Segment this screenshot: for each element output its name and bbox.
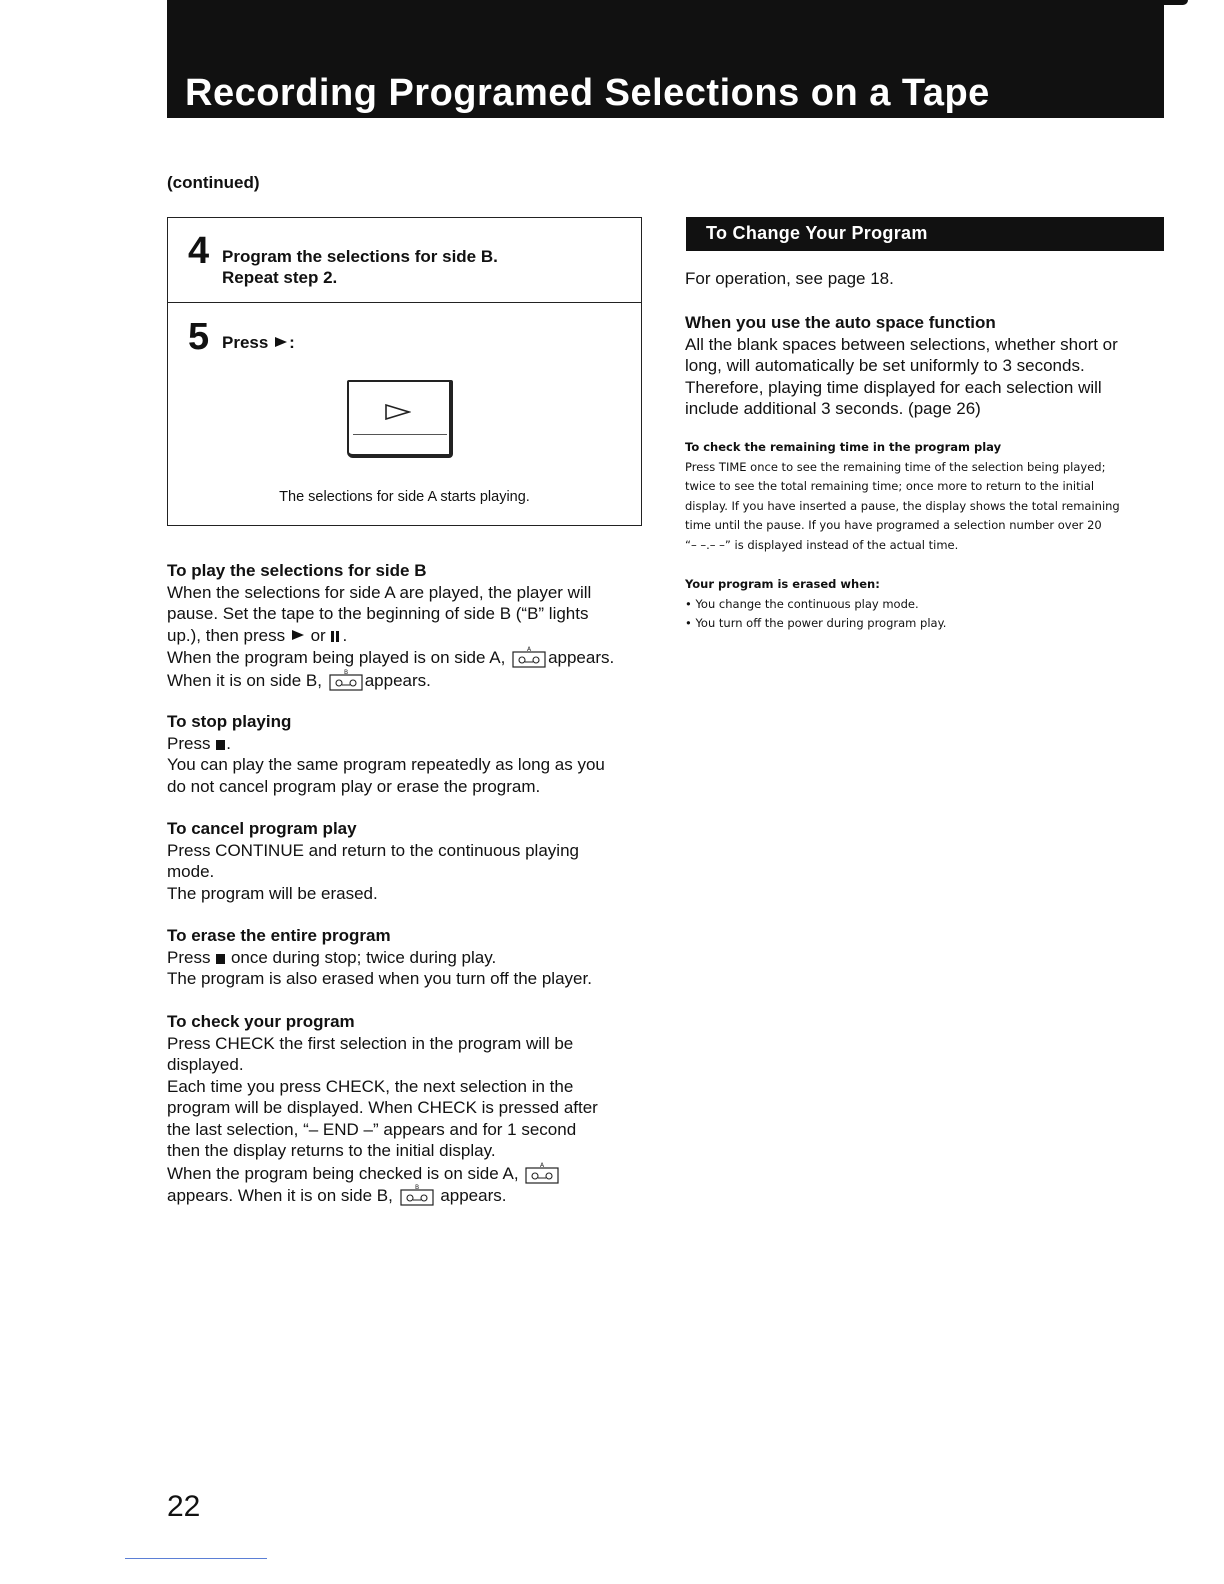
check-line7a: When the program being checked is on side A, <box>167 1163 519 1183</box>
play-icon <box>292 630 304 640</box>
erase-line1a: Press <box>167 947 211 967</box>
step-4 <box>168 218 641 303</box>
play-side-b-line5 <box>167 669 647 692</box>
change-program-title: To Change Your Program <box>706 223 928 243</box>
stop-line3: do not cancel program play or erase the program. <box>167 776 541 796</box>
remaining-line4: time until the pause. If you have programed a selection number over 20 <box>685 518 1102 532</box>
play-side-b-line4b: appears. <box>548 648 615 667</box>
check-line8 <box>167 1184 647 1207</box>
section-remaining-time <box>685 438 1120 555</box>
title-bar <box>167 0 1164 118</box>
auto-space-heading: When you use the auto space function <box>685 313 996 332</box>
play-side-b-line4a: When the program being played is on side A, <box>167 648 506 667</box>
play-side-b-line1: When the selections for side A are played, the player will <box>167 582 592 602</box>
change-program-bar <box>686 217 1164 251</box>
play-side-b-or: or <box>310 625 326 645</box>
step-4-line2: Repeat step 2. <box>222 268 338 287</box>
title-bar-tab <box>1160 0 1188 5</box>
auto-space-line1: All the blank spaces between selections, whether short or <box>685 334 1118 354</box>
play-side-b-line5b: appears. <box>364 670 431 690</box>
section-check <box>167 1011 647 1207</box>
check-line1: Press CHECK the first selection in the program will be <box>167 1033 574 1053</box>
svg-text:B: B <box>414 1184 419 1191</box>
page-title: Recording Programed Selections on a Tape <box>185 72 990 114</box>
stop-line1b: . <box>226 733 231 753</box>
section-erase <box>167 925 647 990</box>
play-side-b-period: . <box>342 625 348 645</box>
cancel-line3: The program will be erased. <box>167 883 378 903</box>
remaining-line3: display. If you have inserted a pause, the display shows the total remaining <box>685 498 1120 513</box>
check-heading: To check your program <box>167 1012 355 1031</box>
step-5-text <box>222 332 295 353</box>
play-side-b-line5a: When it is on side B, <box>167 670 322 690</box>
remaining-line1: Press TIME once to see the remaining time of the selection being played; <box>685 459 1106 474</box>
remaining-line5: “– –.– –” is displayed instead of the actual time. <box>685 537 959 552</box>
steps-box <box>167 217 642 526</box>
remaining-heading: To check the remaining time in the program play <box>685 440 1002 454</box>
play-button-display <box>347 380 453 458</box>
check-line5: the last selection, “– END –” appears and for 1 second <box>167 1119 577 1139</box>
play-side-b-line2: pause. Set the tape to the beginning of side B (“B” lights <box>167 604 589 623</box>
step-5-number: 5 <box>188 316 210 358</box>
play-side-b-line3 <box>167 625 647 647</box>
erase-line1b: once during stop; twice during play. <box>230 947 497 967</box>
check-line2: displayed. <box>167 1055 244 1074</box>
cassette-side-b-icon <box>329 669 363 691</box>
display-divider <box>353 434 447 435</box>
step-5-colon: : <box>289 333 295 352</box>
cancel-heading: To cancel program play <box>167 819 357 838</box>
step-4-text <box>222 246 498 288</box>
check-line7 <box>167 1162 647 1185</box>
stop-icon <box>216 954 225 964</box>
footer-rule <box>125 1558 267 1559</box>
step-4-number: 4 <box>188 230 210 272</box>
svg-text:A: A <box>527 646 532 653</box>
cancel-line2: mode. <box>167 862 215 881</box>
check-line6: then the display returns to the initial display. <box>167 1141 496 1160</box>
svg-text:B: B <box>343 668 348 676</box>
erase-line1 <box>167 947 647 969</box>
play-outline-icon <box>385 404 411 420</box>
auto-space-line3: Therefore, playing time displayed for each selection will <box>685 377 1102 397</box>
check-line4: program will be displayed. When CHECK is pressed after <box>167 1098 598 1117</box>
auto-space-line2: long, will automatically be set uniformly to 3 seconds. <box>685 356 1085 375</box>
auto-space-line4: include additional 3 seconds. (page 26) <box>685 399 981 418</box>
cassette-side-b-icon <box>400 1184 434 1206</box>
step-5-label: Press <box>222 333 269 352</box>
cassette-side-a-icon <box>512 646 546 668</box>
stop-heading: To stop playing <box>167 712 292 731</box>
play-side-b-line4 <box>167 646 647 669</box>
stop-icon <box>216 740 225 750</box>
pause-icon <box>331 626 341 637</box>
erased-when-item: • You change the continuous play mode. <box>685 596 919 611</box>
cancel-line1: Press CONTINUE and return to the continuous playing <box>167 840 579 860</box>
erased-when-item: • You turn off the power during program play. <box>685 616 947 630</box>
step-5-caption: The selections for side A starts playing. <box>279 489 530 505</box>
change-program-text: For operation, see page 18. <box>685 269 894 288</box>
section-erased-when <box>685 575 946 634</box>
stop-line1 <box>167 733 647 755</box>
stop-line2: You can play the same program repeatedly as long as you <box>167 755 605 774</box>
continued-label: (continued) <box>167 173 260 192</box>
section-stop <box>167 711 647 797</box>
play-icon <box>275 337 287 347</box>
section-cancel <box>167 818 647 904</box>
remaining-line2: twice to see the total remaining time; once more to return to the initial <box>685 479 1095 493</box>
erase-line2: The program is also erased when you turn off the player. <box>167 969 592 988</box>
page-number: 22 <box>167 1490 201 1523</box>
section-play-side-b <box>167 560 647 691</box>
step-4-line1: Program the selections for side B. <box>222 247 498 266</box>
cassette-side-a-icon <box>525 1162 559 1184</box>
section-auto-space <box>685 312 1118 420</box>
check-line8b: appears. <box>440 1186 507 1205</box>
check-line8a: appears. When it is on side B, <box>167 1186 393 1205</box>
play-side-b-line3a: up.), then press <box>167 625 286 645</box>
erase-heading: To erase the entire program <box>167 926 391 945</box>
play-side-b-heading: To play the selections for side B <box>167 561 427 580</box>
check-line3: Each time you press CHECK, the next selection in the <box>167 1076 574 1096</box>
svg-text:A: A <box>540 1161 545 1169</box>
stop-line1a: Press <box>167 733 211 753</box>
erased-when-heading: Your program is erased when: <box>685 577 880 591</box>
